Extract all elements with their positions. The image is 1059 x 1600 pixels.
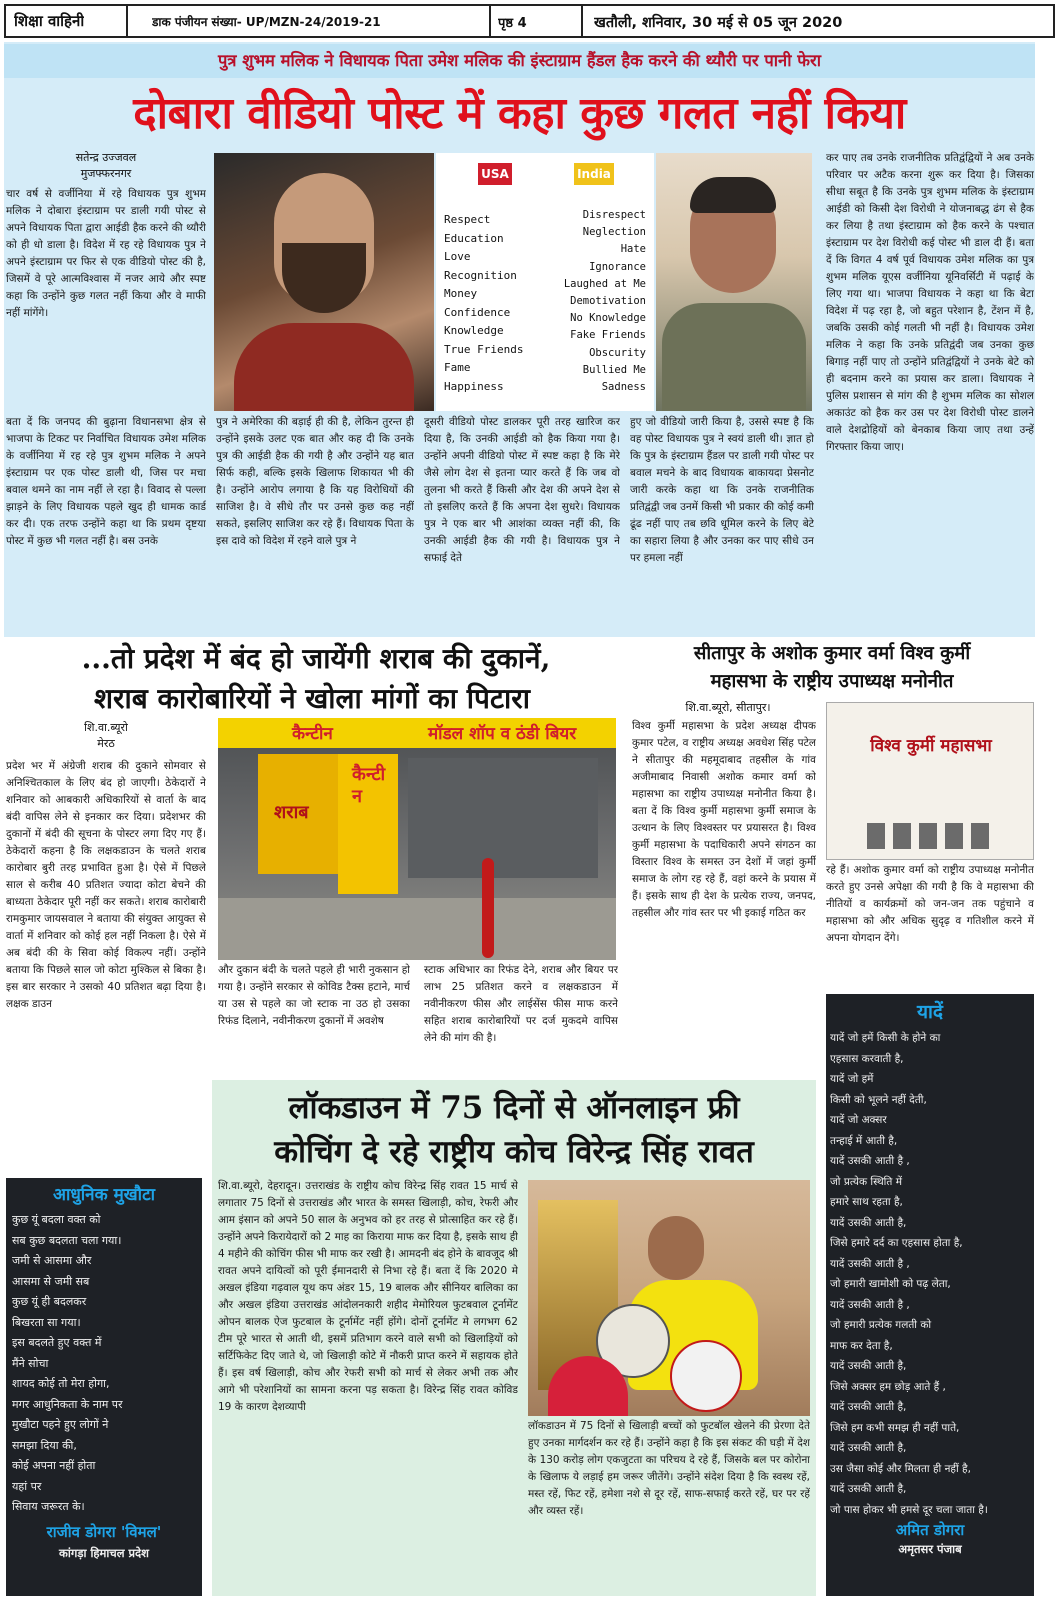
football-right (670, 1340, 742, 1412)
poem-line: कुछ यूं ही बदलकर (12, 1295, 87, 1308)
poem-line: जो पास होकर भी हमसे दूर चला जाता है। (830, 1503, 988, 1516)
liquor-reporter: शि.वा.ब्यूरो (84, 721, 128, 734)
masthead-bar (4, 4, 1055, 38)
poem-line: हमारे साथ रहता है, (830, 1196, 903, 1208)
masthead-divider (581, 6, 583, 36)
poem-line: उस जैसा कोई और मिलता ही नहीं है, (830, 1462, 971, 1475)
poem-line: कोई अपना नहीं होता (12, 1459, 96, 1472)
poem-line: तन्हाई में आती है, (830, 1134, 898, 1147)
poem-line: यादें उसकी आती है, (830, 1401, 907, 1413)
shutter-text-canteen: कैन्टीन (352, 764, 386, 807)
poem-line: यादें जो हमें (830, 1073, 874, 1085)
india-word-list (536, 207, 646, 401)
shutter-text: शराब (274, 802, 309, 823)
shubham-video-photo (214, 153, 434, 411)
lead-place: मुजफ्फरनगर (80, 167, 132, 180)
jacket-shape (662, 303, 806, 411)
poem-line: यादें उसकी आती है , (830, 1257, 910, 1270)
certificate-title: विश्व कुर्मी महासभा (870, 736, 992, 756)
sitapur-headline-2: महासभा के राष्ट्रीय उपाध्यक्ष मनोनीत (710, 671, 954, 692)
poem-line: यादें उसकी आती है , (830, 1155, 910, 1167)
liquor-place: मेरठ (97, 737, 115, 750)
poem-left-place: कांगड़ा हिमाचल प्रदेश (59, 1546, 149, 1560)
poem-line: यादें उसकी आती है, (830, 1483, 907, 1495)
india-word: Neglection (582, 226, 646, 239)
hair-shape (690, 177, 776, 213)
sign-text-canteen: कैन्टीन (292, 724, 333, 744)
sign-text-model-shop: मॉडल शॉप व ठंडी बियर (428, 724, 577, 744)
poem-line: जो हमारी खामोशी को पढ़ लेता, (830, 1278, 951, 1290)
red-bollard (482, 858, 494, 958)
lead-column-2: पुत्र ने अमेरिका की बड़ाई ही की है, लेकिन तुरन्त ही उन्होंने इसके उलट एक बात और कह दी कि उनके पुत्र की आईडी हैक की गयी है और उन्होंने यह बात सिर्फ कही, बल्कि इसके खिलाफ शिकायत भी की है। उन्होंने आरोप लगाया है कि यह विरोधियों की साजिश है। वे सीधे तौर पर उनसे कुछ कह नहीं सकते, इसलिए साजिश कर रहे हैं। विधायक पिता के इस दावे को विदेश में रहने वाले पुत्र ने (216, 416, 414, 547)
liquor-column-3: स्टाक अधिभार का रिफंड देने, शराब और बियर पर लाभ 25 प्रतिशत करने व लक्षकडाउन में नवीनीकरण फीस और लाईसेंस फीस माफ करने सहित शराब कारोबारियों पर दर्ज मुकदमे वापिस लेने की मांग की है। (424, 964, 618, 1044)
usa-word: True Friends (444, 342, 524, 356)
poem-line: यादें उसकी आती है , (830, 1298, 910, 1311)
sitapur-column-2: रहे हैं। अशोक कुमार वर्मा को राष्ट्रीय उपाध्यक्ष मनोनीत करते हुए उनसे अपेक्षा की गयी है कि वे महासभा की नीतियों व कार्यक्रमों को जन-जन तक पहुंचाने व महासभा को और अधिक सुदृढ़ व गतिशील करने में अपना योगदान देंगे। (826, 864, 1034, 944)
masthead-dateline: खतौली, शनिवार, 30 मई से 05 जून 2020 (594, 15, 843, 31)
usa-word: Fame (444, 361, 471, 374)
lead-byline (6, 150, 206, 184)
mahasabha-certificate-photo (826, 702, 1034, 860)
poem-right-place: अमृतसर पंजाब (898, 1542, 962, 1556)
india-word: No Knowledge (570, 312, 646, 325)
india-word: Obscurity (589, 346, 646, 359)
lead-reporter: सतेन्द्र उज्जवल (75, 151, 137, 164)
poem-line: आसमा से जमी सब (12, 1274, 90, 1288)
liquor-column-1: प्रदेश भर में अंग्रेजी शराब की दुकाने सोमवार से अनिश्चितकाल के लिए बंद हो जाएगी। ठेकेदारों ने शनिवार को आबकारी अधिकारियों से वार्ता के बाद बंदी वापिस लेने से इनकार कर दिया। प्रदेशभर की दुकानों में बंदी की सूचना के पोस्टर लगा दिए गए हैं। ठेकेदारों कहना है कि लक्षकडाउन के चलते शराब कारोबार बुरी तरह प्रभावित हुआ है। ऐसे में पिछले साल से करीब 40 प्रतिशत ज्यादा कोटा बेचने की बाध्यता ठेकेदार पूरी नहीं कर सकते। शराब कारोबारी रामकुमार जायसवाल ने बताया की संयुक्त आयुक्त से वार्ता में शनिवार को कोई हल नहीं निकला है। ऐसे में अब बंदी की के सिवा कोई विकल्प नहीं। उन्होंने बताया कि पिछले साल जो कोटा मुश्किल से बिका है। इस बार सरकार ने उसको 40 प्रतिशत बढ़ा दिया है। लक्षक डाउन (6, 760, 206, 1010)
street-ground (218, 898, 616, 960)
poem-line: जो हमारी प्रत्येक गलती को (830, 1319, 932, 1331)
lead-kicker: पुत्र शुभम मलिक ने विधायक पिता उमेश मलिक की इंस्टाग्राम हैंडल हैक करने की थ्यौरी पर पानी फेरा (4, 44, 1035, 78)
poem-line: बिखरता सा गया। (12, 1315, 81, 1329)
certificate-photo-row (867, 823, 995, 849)
shop-shutter-canteen (338, 754, 398, 894)
india-word: Sadness (601, 381, 646, 394)
usa-word: Money (444, 287, 478, 300)
coach-photo (528, 1180, 810, 1416)
poem-line: जमी से आसमा और (12, 1254, 92, 1267)
poem-line: माफ कर देता है, (830, 1339, 893, 1352)
india-word: Demotivation (570, 295, 646, 308)
sitapur-column-1: विश्व कुर्मी महासभा के प्रदेश अध्यक्ष दीपक कुमार पटेल, व राष्ट्रीय अध्यक्ष अवधेश सिंह पटेल ने सीतापुर की महमूदाबाद तहसील के गांव अजीमाबाद निवासी अशोक कमार वर्मा को महासभा का राष्ट्रीय उपाध्यक्ष मनोनीत किया है। बता दें कि विश्व कुर्मी महासभा कुर्मी समाज के उत्थान के लिए विश्वस्तर पर प्रयासरत है। विश्व कुर्मी महासभा के पदाधिकारी अपने संगठन का विस्तार विश्व के समस्त उन देशों में जहां कुर्मी समाज के लोग रह रहे हैं, वहां करने के प्रयास में हैं। इसके साथ ही देश के प्रत्येक राज्य, जनपद, तहसील और गांव स्तर पर भी इकाई गठित कर (632, 720, 816, 919)
poem-line: जिसे हम कभी समझ ही नहीं पाते, (830, 1421, 960, 1434)
coach-head (648, 1216, 704, 1280)
poem-right-author: अमित डोगरा (895, 1521, 965, 1539)
poem-right-lines (830, 1028, 1034, 1518)
poem-line: यादें जो अक्सर (830, 1114, 887, 1126)
usa-word: Love (444, 250, 471, 263)
lead-headline: दोबारा वीडियो पोस्ट में कहा कुछ गलत नहीं किया (133, 88, 906, 139)
lead-column-4: हुए जो वीडियो जारी किया है, उससे स्पष्ट है कि वह पोस्ट विधायक पुत्र ने स्वयं डाली थी। ज्ञात हो कि पुत्र के इंस्टाग्राम हैंडल पर डाली गयी पोस्ट पर बवाल मचने के बाद विधायक बाकायदा प्रेसनोट जारी करके कहा था कि उनके राजनीतिक प्रतिद्वंद्वी जब उनमें किसी भी प्रकार की कोई कमी ढूंढ नहीं पाए तब छवि धूमिल करने के लिए बेटे का सहारा लिया है और उनका कर पाए सीधे उन पर हमला नहीं (630, 416, 814, 564)
shutter-grey (408, 758, 598, 878)
poem-line: कुछ यूं बदला वक्त को (12, 1213, 101, 1226)
masthead-registration: डाक पंजीयन संख्या- UP/MZN-24/2019-21 (152, 15, 381, 29)
india-word: Disrespect (582, 209, 646, 221)
poem-line: यादें उसकी आती है, (830, 1442, 907, 1454)
coaching-column-2: लॉकडाउन में 75 दिनों से खिलाड़ी बच्चों को फुटबॉल खेलने की प्रेरणा देते हुए उनका मार्गदर्शन कर रहे हैं। उन्होंने कहा है कि इस संकट की घड़ी में देश के 130 करोड़ लोग एकजुटता का परिचय दे रहे हैं, जिसके बल पर कोरोना के खिलाफ ये लड़ाई हम जरूर जीतेंगे। उन्होंने संदेश दिया है कि स्वस्थ रहें, मस्त रहें, फिट रहें, हमेशा नशे से दूर रहें, साफ-सफाई करते रहें, घर पर रहें और व्यस्त रहें। (528, 1420, 810, 1517)
poem-left-author: राजीव डोगरा 'विमल' (46, 1523, 162, 1541)
masthead-page-number: पृष्ठ 4 (498, 16, 527, 31)
sitapur-headline-1: सीतापुर के अशोक कुमार वर्मा विश्व कुर्मी (693, 643, 971, 664)
usa-word: Education (444, 231, 504, 245)
coaching-column-1: शि.वा.ब्यूरो, देहरादून। उत्तराखंड के राष्ट्रीय कोच विरेन्द्र सिंह रावत 15 मार्च से लगातार 75 दिनों से उत्तराखंड और भारत के समस्त खिलाड़ी, कोच, रेफरी और आम इंसान को अपने 50 साल के अनुभव को हर तरह से प्रोत्साहित कर रहे हैं। उन्होंने अपने किरायेदारों को 2 माह का किराया माफ कर दिया है, इसके साथ ही 4 महीने की कोचिंग फीस भी माफ कर रखी है। आमदनी बंद होने के बावजूद श्री रावत अपने दायित्वों को पूरी ईमानदारी से निभा रहे हैं। बता दें कि 2020 मे अखल इंडिया गढ़वाल यूथ कप अंडर 15, 19 बालक और सीनियर बालिका का और अखल इंडिया उत्तराखंड आंदोलनकारी शहीद मेमोरियल फुटबवाल टूर्नामेंट ओपन बालक ऐज फुटबाल के टूर्नामेंट नहीं होंगे। दोनों टूर्नामेंट मे लगभग 62 टीम पूरे भारत से आती थी, इसमें प्रतिभाग करने वाले सभी को खिलाड़ियों को सर्टिफिकेट दिए जाते थे, जो खिलाड़ी कोटे में नौकरी प्राप्त करने में सहायक होते हैं। इस वर्ष खिलाड़ी, कोच और रेफरी सभी को मार्च से लेकर अभी तक और आगे भी परेशानियों का सामना करना पड़ सकता है। विरेन्द्र सिंह रावत कोविड 19 के कारण देशव्यापी (218, 1180, 518, 1413)
liquor-byline (6, 720, 206, 754)
usa-word: Knowledge (444, 324, 504, 337)
poem-right-box (826, 994, 1034, 1596)
india-word: Bullied Me (582, 363, 646, 376)
india-word: Hate (620, 243, 646, 256)
poem-line: शायद कोई तो मेरा होगा, (12, 1377, 110, 1390)
liquor-headline-2: शराब कारोबारियों ने खोला मांगों का पिटारा (93, 682, 531, 715)
liquor-column-2: और दुकान बंदी के चलते पहले ही भारी नुकसान हो गया है। उन्होंने सरकार से कोविड टैक्स हटाने, मार्च या उस से पहले का जो स्टाक ना उठ हो उसका रिफंड दिलाने, नवीनीकरण दुकानों में अवशेष (218, 964, 410, 1027)
masthead-paper-name: शिक्षा वाहिनी (14, 12, 85, 30)
usa-tag: USA (478, 163, 512, 185)
usa-word: Respect (444, 213, 491, 226)
india-word: Laughed at Me (563, 277, 646, 290)
lead-column-3: दूसरी वीडियो पोस्ट डालकर पूरी तरह खारिज कर दिया है, कि उनकी आईडी को हैक किया गया है। उन्होंने अपनी वीडियो पोस्ट में स्पष्ट कहा है कि मेरे जैसे लोग देश से इतना प्यार करते हैं कि जब वो तुलना भी करते हैं किसी और देश की अपने देश से तो इसलिए करते हैं कि अपना देश सुधरे। विधायक पुत्र ने एक बार भी आशंका व्यक्त नहीं की, कि उनकी आईडी हैक की गयी है। विधायक पुत्र ने सफाई देते (424, 416, 620, 564)
poem-line: यहां पर (12, 1479, 42, 1493)
coaching-headline-2: कोचिंग दे रहे राष्ट्रीय कोच विरेन्द्र सिंह रावत (274, 1134, 754, 1170)
india-tag: India (574, 163, 614, 185)
poem-left-lines (12, 1210, 200, 1520)
poem-line: समझा दिया की, (12, 1438, 77, 1452)
liquor-headline-1: ...तो प्रदेश में बंद हो जायेंगी शराब की दुकानें, (81, 642, 551, 675)
poem-line: जिसे अक्सर हम छोड़ आते हैं , (830, 1380, 946, 1393)
poem-line: मैंने सोचा (12, 1356, 49, 1370)
poem-line: जो प्रत्येक स्थिति में (830, 1175, 902, 1188)
poem-left-title: आधुनिक मुखौटा (52, 1185, 156, 1205)
poem-line: एहसास करवाती है, (830, 1052, 904, 1065)
poem-left-box (6, 1178, 202, 1596)
poem-right-title: यादें (916, 1001, 944, 1023)
masthead-divider (126, 6, 128, 36)
lead-column-1: बता दें कि जनपद की बुढ़ाना विधानसभा क्षेत्र से भाजपा के टिकट पर निर्वाचित विधायक उमेश मलिक के वर्जीनिया में रह रहे पुत्र शुभम मलिक ने अपने इंस्टाग्राम पर एक पोस्ट डाली थी, जिस पर मचा बवाल थमने का नाम नहीं ले रहा है। विवाद से पल्ला झाड़ने के लिए विधायक पहले खुद ही धामक कार्ड कर दी। एक तरफ उन्होंने कहा था कि प्रथम दृष्टया पोस्ट में कुछ भी गलत नहीं है। बस उनके (6, 416, 206, 547)
poem-line: मुखौटा पहने हुए लोगों ने (12, 1418, 109, 1431)
poem-line: यादें उसकी आती है, (830, 1360, 907, 1372)
usa-india-graphic (436, 153, 654, 411)
beard-shape (282, 243, 366, 313)
india-word: Fake Friends (570, 329, 646, 342)
poem-line: यादें उसकी आती है, (830, 1216, 907, 1229)
sitapur-reporter: शि.वा.ब्यूरो, सीतापुर। (685, 701, 771, 714)
liquor-shop-photo (218, 718, 616, 960)
poem-line: सिवाय जरूरत के। (12, 1500, 85, 1513)
lead-column-5: कर पाए तब उनके राजनीतिक प्रतिद्वंद्वियों ने अब उनके परिवार पर अटैक करना शुरू कर दिया है। जिसका सीधा सबूत है कि उनके पुत्र शुभम मलिक के इंस्टाग्राम आईडी को किसी देश विरोधी ने योजनाबद्ध ढंग से हैक कर लिया है तथा इंस्टाग्राम को हैक करने के पश्चात इंस्टाग्राम पर देश विरोधी कई पोस्ट भी डाल दी हैं। बता दें कि विगत 4 वर्ष पूर्व विधायक उमेश मलिक का पुत्र शुभम मलिक यूएस वर्जीनिया यूनिवर्सिटी में पढ़ाई के लिए गया था। भाजपा विधायक ने कहा था कि बेटा विदेश में पढ़ रहा है, जो बहुत परेशान है, टेंशन में है, जबकि उसकी कोई गलती भी नहीं है। विधायक उमेश मलिक ने कहा कि उनके प्रतिद्वंदी जब उनका कुछ बिगाड़ नहीं पाए तो उन्होंने प्रतिद्वंद्वियों ने उनके बेटे को ही बदनाम करने का प्रयास कर डाला। विधायक ने पुलिस प्रशासन से मांग की है शुभम मलिक का सोशल अकाउंट को हैक कर उस पर देश विरोधी पोस्ट डालने वाले देशद्रोहियों को बेनकाब किया जाए तथा उन्हें गिरफ्तार किया जाए। (826, 152, 1034, 453)
poem-line: यादें जो हमें किसी के होने का (830, 1032, 941, 1044)
shop-sign (218, 718, 616, 748)
usa-word: Confidence (444, 305, 511, 319)
lead-column-1-intro: चार वर्ष से वर्जीनिया में रहे विधायक पुत्र शुभम मलिक ने दोबारा इंस्टाग्राम पर डाली गयी पोस्ट से अपने विधायक पिता द्वारा आईडी हैक करने की थ्यौरी को ही धो डाला है। विदेश में रह रहे विधायक पुत्र ने अपने इंस्टाग्राम पर फिर से एक वीडियो पोस्ट की है, जिसमें वे पूरे आत्मविश्वास में नजर आये और स्पष्ट कहा कि उन्होंने कुछ गलत नहीं किया और वे माफी नहीं मांगेंगे। (6, 188, 206, 319)
umesh-malik-photo (656, 153, 812, 411)
coaching-headline-1: लॉकडाउन में 75 दिनों से ऑनलाइन फ्री (288, 1090, 740, 1126)
shirt-shape (234, 323, 414, 411)
usa-word: Happiness (444, 379, 504, 393)
poem-line: जिसे हमारे दर्द का एहसास होता है, (830, 1237, 963, 1249)
poem-line: किसी को भूलने नहीं देती, (830, 1093, 927, 1106)
poem-line: मगर आधुनिकता के नाम पर (12, 1397, 123, 1411)
usa-word: Recognition (444, 268, 517, 282)
india-word: Ignorance (589, 260, 646, 273)
poem-line: सब कुछ बदलता चला गया। (12, 1233, 122, 1247)
poem-line: इस बदलते हुए वक्त में (12, 1336, 102, 1349)
masthead-divider (489, 6, 491, 36)
